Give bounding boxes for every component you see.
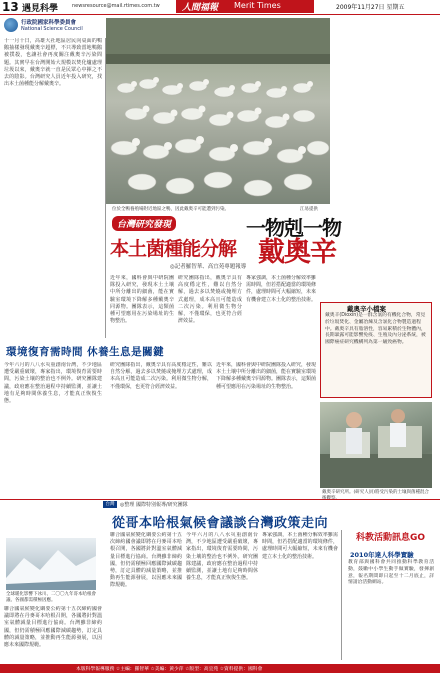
column-rule	[341, 530, 342, 660]
section-divider	[0, 499, 440, 500]
council-name-cn: 行政院國家科學委員會	[21, 20, 77, 26]
events-title: 科教活動訊息GO	[356, 533, 426, 543]
lead-column-text: 十一月十日，高雄大社地區居民向桌面的鴨鵝抽樣發現戴奧辛超標，不只導致當地鴨鵝被撲殺，也讓社會再度關注戴奧辛污染問題。其實早在台灣開始大規模以焚化爐處理垃圾以來，戴奧辛就一直是民眾心中揮之不去的陰影。台灣研究人員近年投入研究，找出本土菌種能分解戴奧辛。	[4, 38, 102, 88]
column-rule	[105, 38, 106, 338]
events-text: 教育部與國科會共同推動科學教育活動，鼓勵中小學生動手做實驗，發揮創意，報名期間即日起至十二月底止，詳情請洽活動網站。	[348, 560, 434, 586]
headline-line-1: 一物剋一物	[246, 216, 341, 240]
headline-kicker: 台灣研究發現	[112, 216, 176, 231]
header-url[interactable]: newsresource@mail.rtimes.com.tw	[72, 3, 160, 9]
article-column-3: 研究團隊指出，戴奧辛具有高度穩定性，難以自然分解，過去多以焚燒或掩埋方式處理，成本高且可能造成二次污染。利用微生物分解，不僅環保，也更符合經濟效益。	[178, 275, 242, 325]
glacier-photo	[6, 538, 96, 590]
bottom-col-4: 專家強調，本土菌種分解效率雖需時間，但若搭配適當的環境條件，處理時間可大幅縮短，未來有機會建立本土化的整治技術。	[262, 532, 338, 560]
dioxin-factbox	[320, 302, 432, 398]
mid-section-col-3: 近年來，國科會與中研院團隊投入研究，發現本土土壤中所分離出的細菌，能在實驗室環境下降解多種戴奧辛同源物。團隊表示，這類菌種可望應用在污染場址的生物整治。	[216, 362, 316, 390]
footer-credits: 本版科學報導服務 ☆主編：羅智華 ☆美編：黃少萍 ☆版型：高宜苑 ☆資料提供：國科會	[76, 667, 263, 672]
factbox-title: 戴奧辛小檔案	[347, 305, 386, 313]
article-column-2: 近年來，國科會與中研院團隊投入研究，發現本土土壤中所分離出的細菌，能在實驗室環境下降解多種戴奧辛同源物。團隊表示，這類菌種可望應用在污染場址的生物整治。	[110, 275, 174, 325]
newspaper-logo	[176, 0, 314, 13]
factbox-text: 戴奧辛(Dioxin)是一群含氯的有機化合物，常見於垃圾焚化、金屬冶煉及含氯化合物製造過程中。戴奧辛具有脂溶性，容易累積於生物體內，長期暴露可能影響免疫、生殖及內分泌系統，被國際癌症研究機構列為第一級致癌物。	[325, 313, 426, 346]
headline-emphasis: 戴奧辛	[258, 237, 336, 268]
glacier-illustration	[6, 538, 96, 590]
page-footer	[0, 664, 440, 673]
mid-section-headline: 環境復育需時間 休養生息是關鍵	[6, 346, 165, 358]
mid-section-col-2: 研究團隊指出，戴奧辛具有高度穩定性，難以自然分解，過去多以焚燒或掩埋方式處理，成本高且可能造成二次污染。利用微生物分解，不僅環保，也更符合經濟效益。	[110, 362, 212, 390]
council-logo	[4, 17, 102, 35]
bottom-col-1: 聯合國氣候變化綱要公約第十五次締約國會議即將在丹麥哥本哈根召開，各國將針對溫室氣體減量目標進行協商。台灣雖非締約國，但仍需積極回應國際減碳趨勢，訂定具體的減量策略，並推動再生能源發展，以因應未來國際規範。	[4, 606, 102, 649]
science-events-corner	[344, 530, 436, 660]
lab-photo-caption: 戴奧辛研究所。(研究人員)將受污染的土壤與菌種混合	[322, 490, 430, 495]
page-header	[0, 0, 440, 14]
events-subtitle: 2010年達人科學實驗	[350, 551, 414, 559]
article-column-4: 專家強調，本土菌種分解效率雖需時間，但若搭配適當的環境條件，處理時間可大幅縮短，未來有機會建立本土化的整治技術。	[246, 275, 316, 303]
mid-section-col-1: 今年六月的八八水災重創南台灣，不少地區遭受嚴重破壞，專家指出，環境復育需要時間，污染土壤的整治也不例外。研究團隊建議，政府應在整治過程中持續監測，並讓土地有足夠時間休養生息，才能真正恢復生態。	[4, 362, 102, 405]
ducks-photo	[106, 18, 330, 204]
headline-byline: ◎記者羅智華、高宜苑專題報導	[170, 264, 247, 270]
council-name-en: National Science Council	[21, 26, 83, 32]
ducks-illustration	[106, 18, 330, 204]
glacier-photo-caption: 全球暖化影響下冰川、二〇〇九年哥本哈根會議、各國都需積極因應。	[6, 592, 96, 603]
logo-en: Merit Times	[234, 1, 281, 10]
lab-photo	[320, 402, 432, 488]
bottom-byline: ◎整理 國際特別報導/研究團隊	[120, 502, 188, 508]
events-badge	[344, 530, 436, 548]
ducks-photo-source: 江易提供	[300, 207, 318, 212]
bottom-col-3: 今年六月的八八水災重創南台灣，不少地區遭受嚴重破壞，專家指出，環境復育需要時間，污染土壤的整治也不例外。研究團隊建議，政府應在整治過程中持續監測，並讓土地有足夠時間休養生息，才能真正恢復生態。	[186, 532, 258, 582]
logo-cn: 人間福報	[182, 3, 219, 13]
lab-illustration	[320, 402, 432, 488]
bottom-headline: 從哥本哈根氣候會議談台灣政策走向	[112, 516, 329, 531]
council-emblem-icon	[4, 18, 18, 32]
header-divider	[0, 14, 440, 15]
page-number: 13	[2, 0, 19, 14]
bottom-col-2: 聯合國氣候變化綱要公約第十五次締約國會議即將在丹麥哥本哈根召開，各國將針對溫室氣體減量目標進行協商。台灣雖非締約國，但仍需積極回應國際減碳趨勢，訂定具體的減量策略，並推動再生能源發展，以因應未來國際規範。	[110, 532, 182, 589]
issue-date: 2009年11月27日 星期五	[336, 4, 405, 11]
section-tag: 台灣	[103, 501, 117, 508]
ducks-photo-caption: 位於全鴨養殖場附近地區之鴨，因此戴奧辛可能遭到污染。	[112, 207, 229, 212]
headline-line-2: 本土菌種能分解	[110, 238, 237, 260]
section-title: 遇見科學	[22, 4, 59, 14]
